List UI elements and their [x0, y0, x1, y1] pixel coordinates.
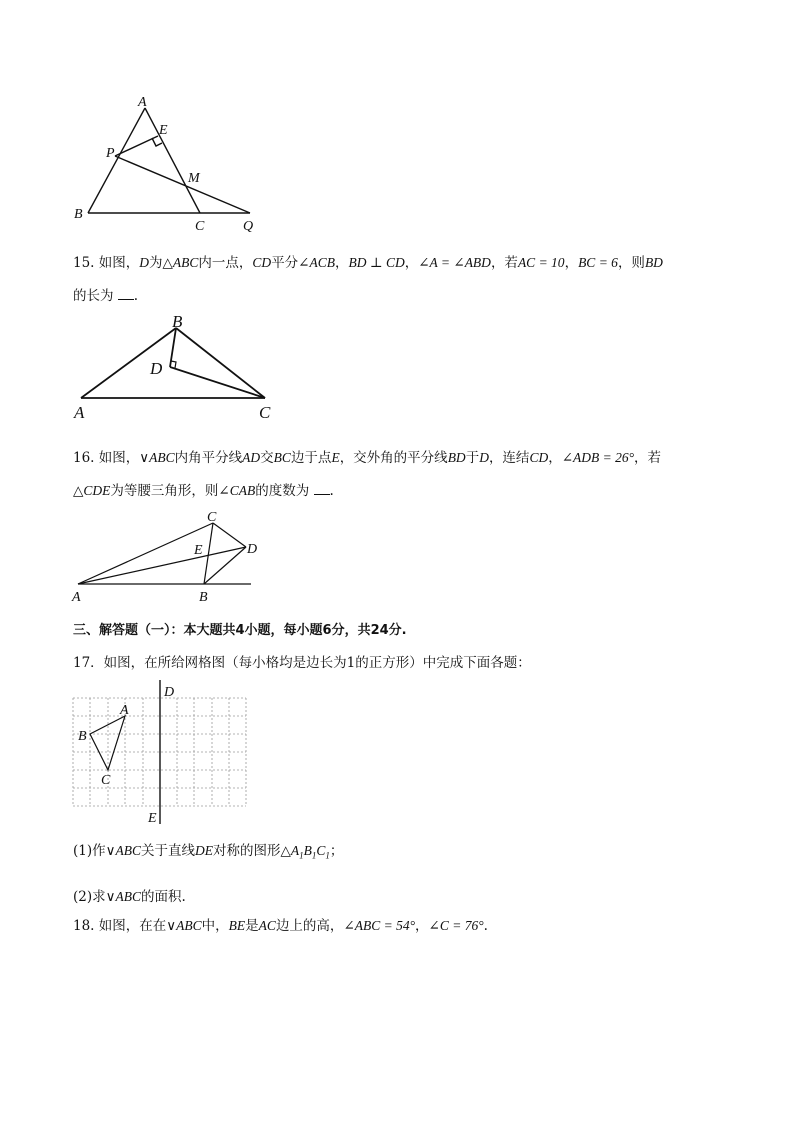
text: 的度数为 — [255, 483, 310, 499]
math: BE — [228, 918, 246, 933]
math: BD — [447, 450, 466, 465]
math: ∠CAB — [218, 483, 256, 498]
text: 中， — [201, 918, 229, 934]
question-number: 18. — [73, 918, 95, 934]
math: AC = 10 — [517, 255, 565, 270]
math: CD — [529, 450, 549, 465]
segment-ac — [78, 523, 213, 584]
figure-q15 — [68, 310, 288, 425]
math: D — [139, 255, 150, 270]
math: ABC — [172, 255, 199, 270]
text: (1)作 — [73, 843, 106, 859]
label-a: A — [138, 95, 147, 110]
segment-pq — [115, 156, 250, 213]
segment-bd — [204, 547, 246, 584]
text: . — [329, 483, 334, 499]
question-16-cont — [73, 481, 334, 501]
subscript: 1 — [299, 850, 304, 861]
text: 对称的图形 — [213, 843, 281, 859]
text: 的长为 — [73, 288, 114, 304]
text: 于 — [465, 450, 480, 466]
label-c: C — [195, 219, 205, 234]
text: . — [133, 288, 139, 304]
label-e: E — [148, 811, 157, 826]
segment-cb — [204, 523, 213, 584]
label-e: E — [194, 543, 203, 558]
question-number: 15. — [73, 255, 95, 271]
figure-q16 — [68, 507, 268, 607]
math: ∠ABC = 54° — [343, 918, 416, 933]
text: ，若 — [490, 255, 518, 271]
label-a: A — [74, 403, 85, 422]
text: 边于点 — [290, 450, 332, 466]
text: ， — [415, 918, 429, 934]
math: ACB — [309, 255, 335, 270]
math: △A — [280, 843, 300, 858]
question-15-cont — [73, 286, 138, 306]
label-a: A — [120, 703, 129, 718]
text: ，若 — [634, 450, 662, 466]
text: 如图， — [98, 450, 140, 466]
segment-bc — [176, 328, 265, 398]
math: ∠C = 76° — [428, 918, 484, 933]
label-b: B — [199, 590, 208, 605]
label-e: E — [159, 123, 168, 138]
math: ∨ABC — [166, 918, 202, 933]
math: BD — [644, 255, 663, 270]
math: BC — [273, 450, 291, 465]
text: 为△ — [149, 255, 173, 271]
text: 内角平分线 — [174, 450, 243, 466]
subscript: 1 — [325, 850, 330, 861]
label-a: A — [72, 590, 81, 605]
text: ， — [404, 255, 419, 271]
math: BC = 6 — [578, 255, 618, 270]
label-p: P — [106, 146, 115, 161]
label-c: C — [101, 773, 111, 788]
math: ∨ABC — [105, 843, 142, 858]
text: ， — [548, 450, 562, 466]
text: . — [483, 918, 488, 934]
figure-q14 — [60, 90, 280, 240]
math: B — [303, 843, 312, 858]
triangle-abc — [90, 716, 125, 770]
question-15 — [73, 253, 663, 273]
math: ∨ABC — [139, 450, 175, 465]
text: 内一点， — [198, 255, 253, 271]
text: 的面积. — [141, 889, 186, 905]
label-b: B — [78, 729, 87, 744]
label-d: D — [150, 359, 163, 378]
question-16 — [73, 448, 661, 468]
math: C — [316, 843, 326, 858]
text: 交 — [260, 450, 274, 466]
math: D — [479, 450, 489, 465]
math: BD ⊥ CD — [348, 255, 405, 270]
math-triangle-a1b1c1 — [280, 843, 330, 861]
label-q: Q — [243, 219, 254, 234]
question-number: 16. — [73, 450, 95, 466]
right-angle-mark — [152, 138, 162, 146]
subscript: 1 — [311, 850, 317, 861]
segment-ac — [145, 108, 200, 213]
math: ∠ADB = 26° — [561, 450, 635, 465]
text: 边上的高， — [275, 918, 344, 934]
math: CD — [252, 255, 272, 270]
text: 为等腰三角形，则 — [110, 483, 219, 499]
question-17-part1 — [73, 841, 343, 866]
label-c: C — [259, 403, 271, 422]
text: ，交外角的平分线 — [339, 450, 448, 466]
answer-blank[interactable] — [314, 482, 330, 495]
section-header: 三、解答题（一）：本大题共4小题，每小题6分，共24分. — [73, 623, 407, 638]
label-c: C — [207, 510, 217, 525]
text: 是 — [245, 918, 259, 934]
segment-ab — [88, 108, 145, 213]
label-b: B — [172, 312, 183, 331]
text: 如图，在在 — [98, 918, 167, 934]
math: ∨ABC — [105, 889, 142, 904]
text: ， — [564, 255, 579, 271]
math: △CDE — [73, 483, 111, 498]
text: (2)求 — [73, 889, 106, 905]
answer-blank[interactable] — [118, 287, 134, 300]
text: 关于直线 — [141, 843, 196, 859]
text: 如图， — [98, 255, 140, 271]
question-18 — [73, 916, 488, 936]
segment-ad — [78, 547, 246, 584]
label-b: B — [74, 207, 83, 222]
math: AD — [242, 450, 261, 465]
segment-dc — [170, 367, 265, 398]
label-m: M — [188, 171, 200, 186]
label-d: D — [247, 542, 258, 557]
text: ，连结 — [488, 450, 530, 466]
math: E — [331, 450, 340, 465]
question-17: 17．如图，在所给网格图（每小格均是边长为1的正方形）中完成下面各题： — [73, 655, 531, 671]
math: AC — [258, 918, 276, 933]
math: ∠A = ∠ABD — [418, 255, 491, 270]
text: ，则 — [617, 255, 645, 271]
label-d: D — [164, 685, 175, 700]
segment-cd — [213, 523, 246, 547]
math: DE — [195, 843, 214, 858]
text: ； — [329, 843, 344, 859]
segment-pe — [115, 136, 158, 156]
question-17-part2 — [73, 887, 186, 907]
figure-q17 — [68, 678, 258, 828]
text: 平分∠ — [271, 255, 310, 271]
text: ， — [335, 255, 349, 271]
